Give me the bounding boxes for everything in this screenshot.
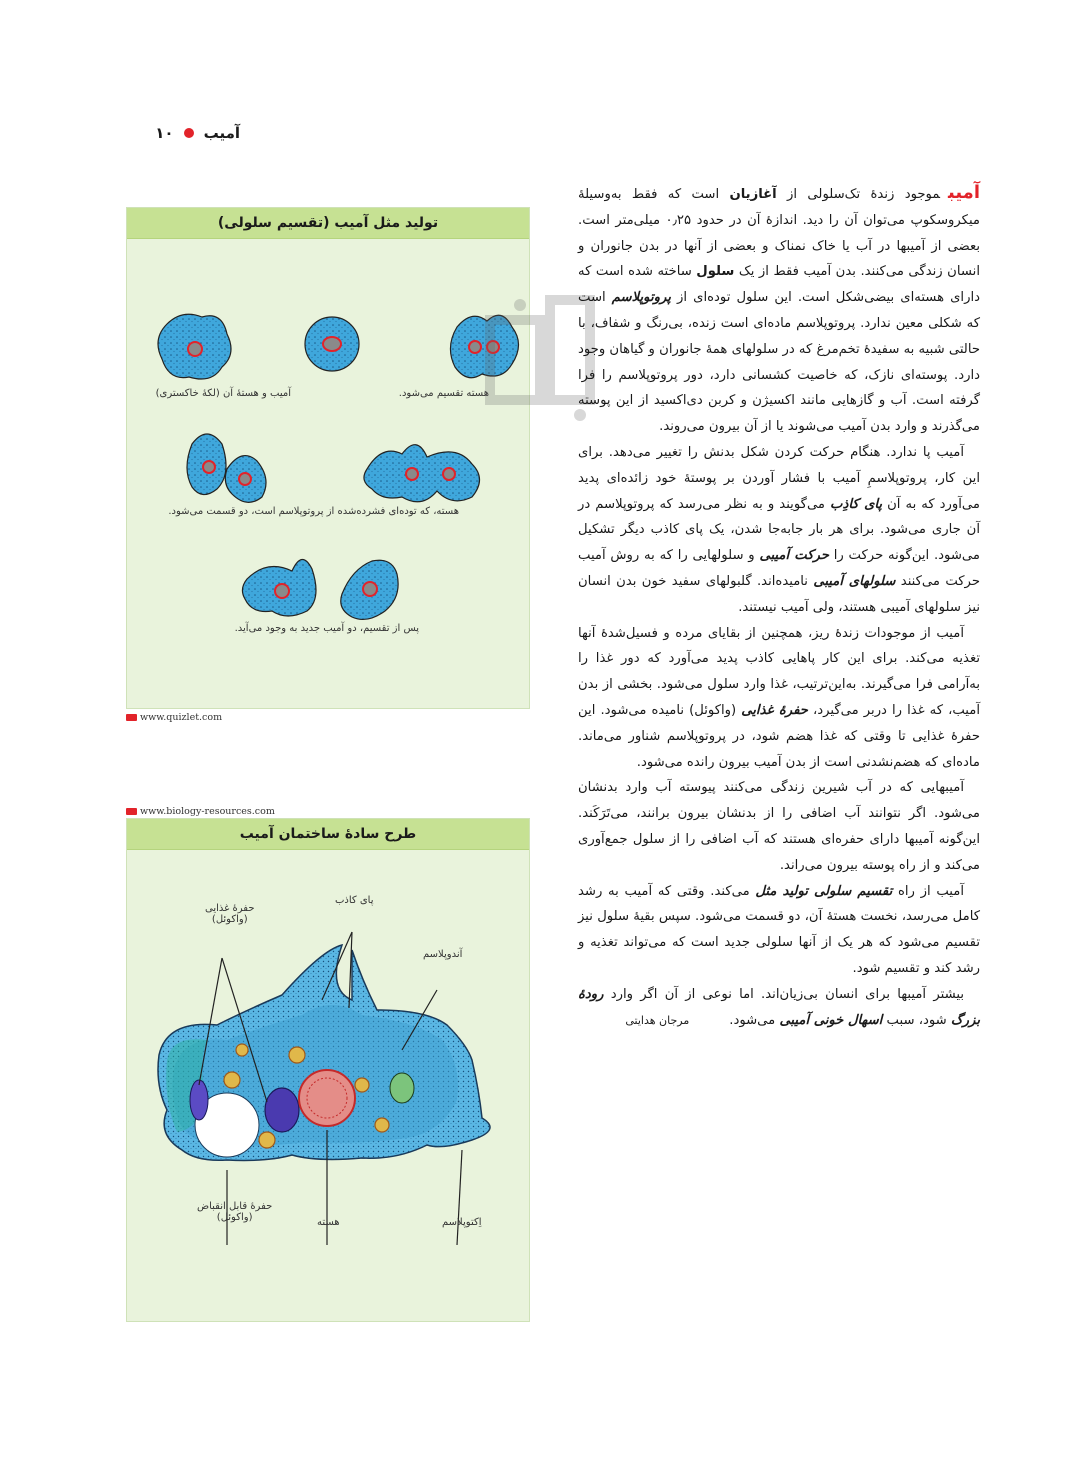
text-run: آمیب از راه <box>892 883 964 899</box>
source-quizlet[interactable] <box>126 712 222 723</box>
text-run: است که فقط به‌وسیلهٔ میکروسکوپ می‌توان آن را دید. اندازهٔ آن در حدود ۰٫۲۵ میلی‌متر است. بعضی از آمیبها در آب یا خاک نمناک و بعضی از آنها در بدن جانوران و انسان زندگی می‌کنند. بدن آمیب فقط از یک <box>578 187 980 280</box>
text-run: و سلولهایی را که به روش آمیب حرکت می‌کنند <box>578 548 980 589</box>
link-icon <box>126 808 137 815</box>
text-run: موجود زندهٔ تک‌سلولی از <box>776 187 940 202</box>
label-nucleus: هسته <box>317 1217 340 1228</box>
paragraph-5-text <box>578 884 980 976</box>
text-run: می‌شود. <box>729 1012 780 1028</box>
label-food-vacuole-line1: حفرهٔ غذایی <box>205 903 255 914</box>
caption-nucleus-divides: هسته تقسیم می‌شود. <box>398 388 489 399</box>
page-number: ۱۰ <box>155 124 174 142</box>
amoeba-stage-6 <box>242 559 398 619</box>
source-biology-text: www.biology-resources.com <box>140 806 275 817</box>
text-run: آمیبهایی که در آب شیرین زندگی می‌کنند پیوسته آب وارد بدنشان می‌شود. اگر نتوانند آب اضافی را از بدنشان بیرون برانند، می‌تَرَکَند. این‌گونه آمیبها دارای حفره‌ای هستند که آب اضافی را از سلول جمع‌آوری می‌کند و از راه پوسته بیرون می‌راند. <box>578 780 980 873</box>
text-run: می‌گویند و به نظر می‌رسد که پروتوپلاسم در آن جاری می‌شود. برای هر بار جابه‌جا شدن، یک پای کاذب دیگر تشکیل می‌شود. این‌گونه حرکت را <box>578 496 980 564</box>
paragraph-3-text <box>578 626 980 770</box>
label-ectoplasm: اِکتوپلاسم <box>442 1217 482 1228</box>
keyword: پروتوپلاسم <box>611 290 671 306</box>
keyword: سلول <box>696 264 735 280</box>
label-food-vacuole-line2: (واکوئل) <box>211 914 248 925</box>
text-run: می‌کند. وقتی که آمیب به رشد کامل می‌رسد، نخست هستهٔ آن، دو قسمت می‌شود. سپس بقیهٔ سلول نیز تقسیم می‌شود که هر یک از آنها سلولی جدید است که می‌تواند تغذیه و رشد کند و تقسیم شود. <box>578 883 980 976</box>
caption-amoeba-nucleus: آمیب و هستهٔ آن (لکهٔ خاکستری) <box>155 388 291 399</box>
link-icon <box>126 714 137 721</box>
paragraph-4-text <box>578 780 980 872</box>
running-title: آمیب <box>203 124 240 142</box>
page-header <box>120 118 240 148</box>
amoeba-stage-4 <box>187 434 266 502</box>
label-food-vacuole <box>205 903 255 925</box>
text-run: است که شکلی معین ندارد. پروتوپلاسم ماده‌ای است زنده، بی‌رنگ و شفاف، با حالتی شبیه به سفیدهٔ تخم‌مرغ که در سلولهای همهٔ جانوران و گیاهان وجود دارد. پوسته‌ای نازک، که خاصیت کشسانی دارد، دور پروتوپلاسم را فرا گرفته است. آب و گازهایی مانند اکسیژن و کربن دی‌اکسید از این پوسته می‌گذرند و وارد بدن آمیب می‌شوند یا از آن بیرون می‌روند. <box>578 290 980 435</box>
author-name: مرجان هدایتی <box>625 1013 690 1027</box>
keyword: حرکت آمیبی <box>759 548 829 564</box>
paragraph-1 <box>578 180 980 440</box>
amoeba-stage-1 <box>158 314 231 379</box>
structure-panel <box>126 818 530 1322</box>
caption-protoplasm-divides: هسته، که توده‌ای فشرده‌شده از پروتوپلاسم است، دو قسمت می‌شود. <box>168 506 459 517</box>
keyword: آغازیان <box>729 187 777 202</box>
paragraph-3 <box>578 621 980 776</box>
text-run: (واکوئل) نامیده می‌شود. این حفرهٔ غذایی تا وقتی که غذا هضم شود، در پروتوپلاسم شناور می‌ماند. ماده‌ای که هضم‌نشدنی است از بدن آمیب بیرون رانده می‌شود. <box>578 702 980 770</box>
text-run: نامیده‌اند. گلبولهای سفید خون بدن انسان نیز سلولهای آمیبی هستند، ولی آمیب نیستند. <box>578 573 980 615</box>
header-dot-icon <box>184 128 194 138</box>
keyword: سلولهای آمیبی <box>813 573 896 589</box>
keyword: تقسیم سلولی تولید مثل <box>755 883 893 899</box>
article-lead: آمیب <box>947 182 980 203</box>
label-contractile-line2: (واکوئل) <box>216 1212 253 1223</box>
paragraph-2-text <box>578 445 980 615</box>
paragraph-2 <box>578 440 980 621</box>
text-run: آمیب پا ندارد. هنگام حرکت کردن شکل بدنش را تغییر می‌دهد. برای این کار، پروتوپلاسمِ آمیب با فشار آوردن بر پوستهٔ خود زائده‌ای پدید می‌آورد که به آن <box>578 444 980 512</box>
text-run: بیشتر آمیبها برای انسان بی‌زیان‌اند. اما نوعی از آن اگر وارد <box>603 986 964 1002</box>
amoeba-stage-2 <box>305 317 359 371</box>
article-body <box>578 180 980 1033</box>
structure-panel-title: طرح سادهٔ ساختمان آمیب <box>127 819 529 850</box>
label-pseudopod: پای کاذب <box>335 895 374 906</box>
text-run: آمیب از موجودات زندهٔ ریز، همچنین از بقایای مرده و فسیل‌شدهٔ آنها تغذیه می‌کند. برای این کار پاهایی کاذب پدید می‌آورد که دور غذا را به‌آرامی فرا می‌گیرند. به‌این‌ترتیب، غذا وارد سلول می‌شود. بخشی از بدن آمیب، که غذا را دربر می‌گیرد، <box>578 625 980 718</box>
amoeba-stage-5 <box>364 445 480 502</box>
keyword: پای کاذِب <box>830 496 883 512</box>
source-quizlet-text: www.quizlet.com <box>140 712 223 723</box>
label-endoplasm: آندوپلاسم <box>423 949 463 960</box>
text-run: شود، سبب <box>882 1012 951 1028</box>
amoeba-structure-diagram <box>127 850 529 1320</box>
caption-after-division: پس از تقسیم، دو آمیب جدید به وجود می‌آید. <box>234 623 419 634</box>
keyword: رودهٔ بزرگ <box>578 986 980 1028</box>
division-illustration <box>127 239 529 707</box>
keyword: حفرهٔ غذایی <box>741 702 808 718</box>
label-contractile-vacuole <box>197 1201 272 1223</box>
reproduction-panel <box>126 207 530 709</box>
label-contractile-line1: حفرهٔ قابل انقباض <box>197 1201 273 1212</box>
text-run: ساخته شده است که دارای هسته‌ای بیضی‌شکل است. این سلول توده‌ای از <box>578 264 981 306</box>
paragraph-1-text <box>578 187 980 434</box>
reproduction-panel-title: تولید مثل آمیب (تقسیم سلولی) <box>127 208 529 239</box>
paragraph-4 <box>578 775 980 878</box>
paragraph-6 <box>578 982 980 1034</box>
source-biology-resources[interactable] <box>126 806 275 817</box>
keyword: اسهال خونی آمیبی <box>779 1012 883 1028</box>
paragraph-5 <box>578 879 980 982</box>
